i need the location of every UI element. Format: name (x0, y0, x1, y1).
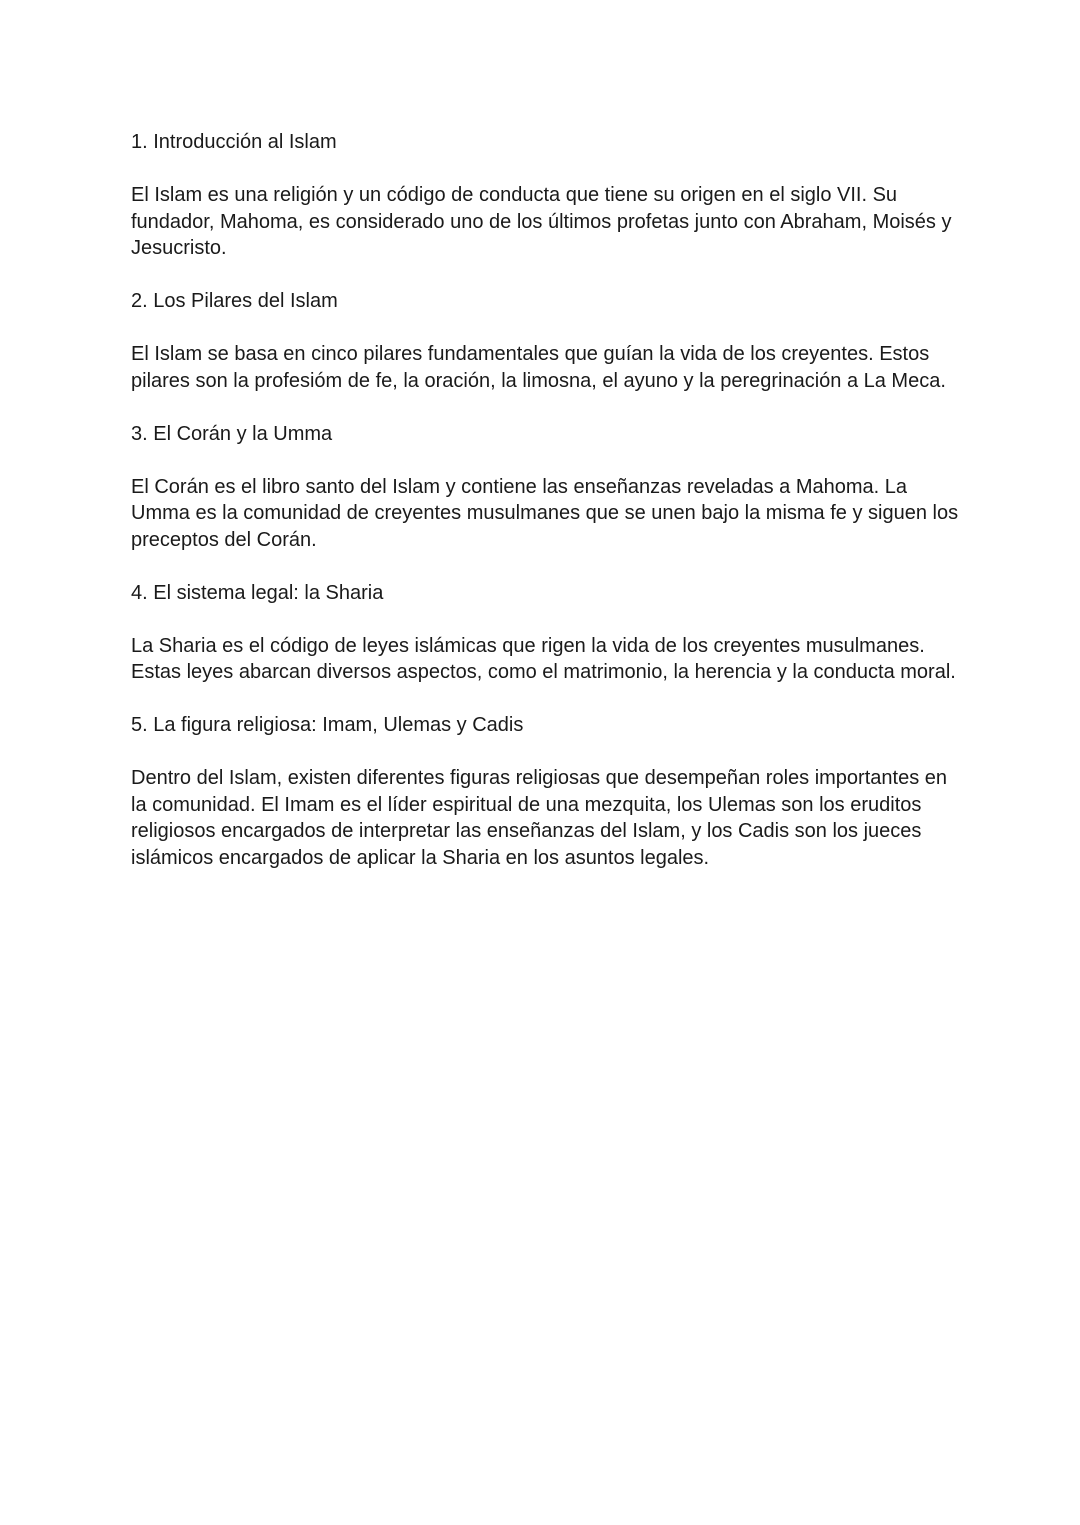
section-heading: 4. El sistema legal: la Sharia (131, 581, 384, 604)
section-paragraph: El Corán es el libro santo del Islam y contiene las enseñanzas reveladas a Mahoma. La Umma es la comunidad de creyentes musulmanes que se unen bajo la misma fe y siguen los preceptos del Corán. (131, 475, 959, 551)
section-paragraph: La Sharia es el código de leyes islámicas que rigen la vida de los creyentes musulmanes. Estas leyes abarcan diversos aspectos, como el matrimonio, la herencia y la conducta moral. (131, 634, 956, 683)
section-introduccion (131, 129, 961, 262)
section-heading: 3. El Corán y la Umma (131, 422, 333, 445)
section-heading: 1. Introducción al Islam (131, 131, 337, 153)
section-coran-umma (131, 421, 961, 554)
section-paragraph: Dentro del Islam, existen diferentes figuras religiosas que desempeñan roles importantes en la comunidad. El Imam es el líder espiritual de una mezquita, los Ulemas son los eruditos religiosos encargados de interpretar las enseñanzas del Islam, y los Cadis son los jueces islámicos encargados de aplicar la Sharia en los asuntos legales. (131, 767, 947, 869)
document-page (131, 129, 961, 898)
section-figura-religiosa (131, 712, 961, 871)
section-heading: 2. Los Pilares del Islam (131, 290, 338, 312)
section-pilares (131, 288, 961, 394)
section-sharia (131, 580, 961, 686)
section-paragraph: El Islam es una religión y un código de conducta que tiene su origen en el siglo VII. Su fundador, Mahoma, es considerado uno de los últimos profetas junto con Abraham, Moisés y Jesucristo. (131, 184, 952, 259)
section-paragraph: El Islam se basa en cinco pilares fundamentales que guían la vida de los creyentes. Estos pilares son la profesióm de fe, la oración, la limosna, el ayuno y la peregrinación a La Meca. (131, 343, 946, 392)
section-heading: 5. La figura religiosa: Imam, Ulemas y Cadis (131, 714, 524, 736)
